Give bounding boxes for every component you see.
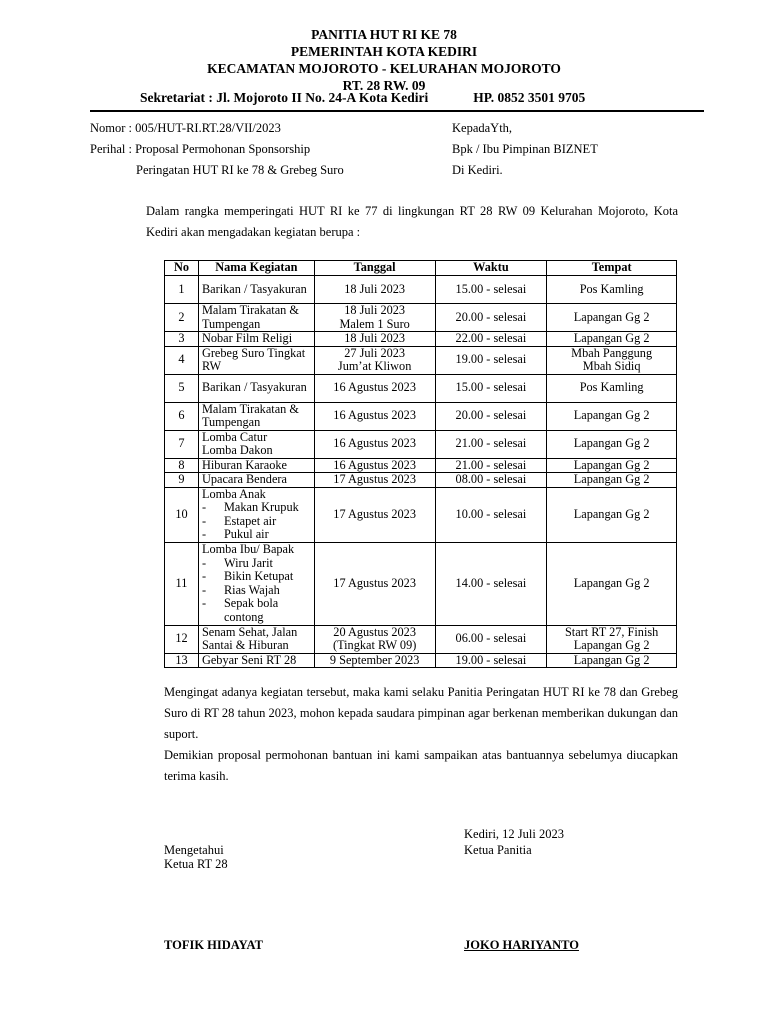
sub-activity-item: - Rias Wajah	[202, 584, 311, 598]
cell-place: Lapangan Gg 2	[547, 542, 677, 625]
cell-activity: Barikan / Tasyakuran	[198, 276, 314, 304]
column-header: No	[165, 261, 199, 276]
cell-date: 18 Juli 2023	[314, 332, 435, 347]
letter-number: Nomor : 005/HUT-RI.RT.28/VII/2023	[90, 121, 281, 135]
sub-activity-item: - Sepak bola contong	[202, 597, 311, 624]
cell-place-line-2: Mbah Sidiq	[582, 359, 641, 373]
table-row	[165, 430, 677, 458]
table-row	[165, 473, 677, 488]
cell-place: Pos Kamling	[547, 276, 677, 304]
cell-no: 8	[165, 458, 199, 473]
table-row	[165, 653, 677, 668]
signature-left-title: Ketua RT 28	[164, 857, 228, 871]
cell-date: 16 Agustus 2023	[314, 374, 435, 402]
cell-time: 15.00 - selesai	[435, 276, 547, 304]
cell-date-line-2: Jum’at Kliwon	[337, 359, 412, 373]
table-row	[165, 402, 677, 430]
sub-activity-item: - Wiru Jarit	[202, 557, 311, 571]
cell-no: 3	[165, 332, 199, 347]
table-row	[165, 276, 677, 304]
cell-date: 9 September 2023	[314, 653, 435, 668]
cell-time: 21.00 - selesai	[435, 430, 547, 458]
cell-activity: Malam Tirakatan & Tumpengan	[198, 402, 314, 430]
cell-activity: Hiburan Karaoke	[198, 458, 314, 473]
secretariat-phone: HP. 0852 3501 9705	[473, 90, 586, 105]
signature-right-title: Ketua Panitia	[464, 843, 532, 857]
sub-activity-list	[202, 501, 311, 542]
cell-no: 1	[165, 276, 199, 304]
letterhead-line-3: KECAMATAN MOJOROTO - KELURAHAN MOJOROTO	[207, 61, 561, 76]
cell-time: 20.00 - selesai	[435, 402, 547, 430]
cell-time: 14.00 - selesai	[435, 542, 547, 625]
cell-activity-title: Lomba Ibu/ Bapak	[201, 542, 295, 556]
cell-activity: Upacara Bendera	[198, 473, 314, 488]
table-row	[165, 374, 677, 402]
cell-date-line-1: 18 Juli 2023	[344, 303, 406, 317]
letterhead-line-1: PANITIA HUT RI KE 78	[311, 27, 457, 42]
cell-date: 17 Agustus 2023	[314, 487, 435, 542]
cell-date	[314, 304, 435, 332]
column-header: Tempat	[547, 261, 677, 276]
signature-left-name: TOFIK HIDAYAT	[164, 938, 263, 952]
cell-time: 19.00 - selesai	[435, 346, 547, 374]
cell-time: 20.00 - selesai	[435, 304, 547, 332]
cell-no: 2	[165, 304, 199, 332]
cell-date	[314, 346, 435, 374]
header-divider	[90, 110, 704, 112]
cell-activity	[198, 487, 314, 542]
secretariat-line	[140, 90, 585, 106]
cell-date: 16 Agustus 2023	[314, 430, 435, 458]
closing-paragraph-1: Mengingat adanya kegiatan tersebut, maka kami selaku Panitia Peringatan HUT RI ke 78 dan Grebeg Suro di RT 28 tahun 2023, mohon kepada saudara pimpinan agar berkenan memberikan dukungan dan suport.	[164, 685, 678, 741]
cell-no: 13	[165, 653, 199, 668]
table-row	[165, 625, 677, 653]
cell-place	[547, 625, 677, 653]
table-row	[165, 487, 677, 542]
cell-date: 16 Agustus 2023	[314, 402, 435, 430]
recipient-line-2: Bpk / Ibu Pimpinan BIZNET	[452, 142, 598, 156]
table-row	[165, 542, 677, 625]
table-row	[165, 304, 677, 332]
cell-activity-title: Lomba Anak	[201, 486, 266, 501]
cell-time: 22.00 - selesai	[435, 332, 547, 347]
signature-right-name: JOKO HARIYANTO	[464, 938, 579, 952]
cell-date-line-2: Malem 1 Suro	[339, 316, 410, 331]
cell-time: 15.00 - selesai	[435, 374, 547, 402]
cell-activity: Grebeg Suro Tingkat RW	[198, 346, 314, 374]
cell-place: Lapangan Gg 2	[547, 653, 677, 668]
secretariat-address: Sekretariat : Jl. Mojoroto II No. 24-A Kota Kediri	[140, 90, 429, 105]
closing-paragraph-2: Demikian proposal permohonan bantuan ini kami sampaikan atas bantuannya sebelumya diucapkan terima kasih.	[164, 748, 678, 783]
cell-time: 10.00 - selesai	[435, 487, 547, 542]
cell-activity	[198, 430, 314, 458]
cell-activity: Malam Tirakatan & Tumpengan	[198, 304, 314, 332]
cell-activity-line-2: Lomba Dakon	[201, 443, 273, 457]
cell-place: Lapangan Gg 2	[547, 458, 677, 473]
cell-place-line-1: Start RT 27, Finish	[564, 624, 659, 639]
sub-activity-item: - Bikin Ketupat	[202, 570, 311, 584]
cell-date: 17 Agustus 2023	[314, 542, 435, 625]
cell-time: 06.00 - selesai	[435, 625, 547, 653]
cell-date: 18 Juli 2023	[314, 276, 435, 304]
cell-place: Lapangan Gg 2	[547, 473, 677, 488]
recipient-line-3: Di Kediri.	[452, 163, 503, 177]
cell-place: Pos Kamling	[547, 374, 677, 402]
sub-activity-item: - Pukul air	[202, 528, 311, 542]
cell-date: 17 Agustus 2023	[314, 473, 435, 488]
cell-date: 16 Agustus 2023	[314, 458, 435, 473]
signature-left-label: Mengetahui	[164, 843, 224, 857]
cell-no: 9	[165, 473, 199, 488]
cell-activity: Gebyar Seni RT 28	[198, 653, 314, 668]
cell-activity	[198, 542, 314, 625]
cell-place-line-2: Lapangan Gg 2	[573, 638, 650, 652]
cell-no: 11	[165, 542, 199, 625]
signature-date: Kediri, 12 Juli 2023	[464, 827, 564, 841]
cell-place: Lapangan Gg 2	[547, 332, 677, 347]
sub-activity-item: - Makan Krupuk	[202, 501, 311, 515]
cell-activity: Nobar Film Religi	[198, 332, 314, 347]
column-header: Waktu	[435, 261, 547, 276]
cell-activity: Barikan / Tasyakuran	[198, 374, 314, 402]
cell-place-line-1: Mbah Panggung	[571, 345, 653, 360]
table-row	[165, 332, 677, 347]
intro-paragraph: Dalam rangka memperingati HUT RI ke 77 di lingkungan RT 28 RW 09 Kelurahan Mojoroto, Kota Kediri akan mengadakan kegiatan berupa :	[146, 204, 678, 239]
cell-no: 7	[165, 430, 199, 458]
cell-place: Lapangan Gg 2	[547, 304, 677, 332]
cell-date	[314, 625, 435, 653]
cell-no: 5	[165, 374, 199, 402]
cell-date-line-1: 27 Juli 2023	[344, 345, 406, 360]
letterhead-line-4: RT. 28 RW. 09	[342, 78, 426, 93]
cell-no: 6	[165, 402, 199, 430]
cell-no: 12	[165, 625, 199, 653]
cell-place: Lapangan Gg 2	[547, 402, 677, 430]
letterhead-line-2: PEMERINTAH KOTA KEDIRI	[290, 44, 478, 59]
cell-time: 08.00 - selesai	[435, 473, 547, 488]
cell-activity: Senam Sehat, Jalan Santai & Hiburan	[198, 625, 314, 653]
letter-subject: Perihal : Proposal Permohonan Sponsorship	[90, 142, 311, 156]
cell-date-line-2: (Tingkat RW 09)	[332, 638, 417, 652]
recipient-line-1: KepadaYth,	[452, 121, 513, 135]
cell-place	[547, 346, 677, 374]
cell-activity-line-1: Lomba Catur	[201, 429, 268, 444]
letter-subject-line-2: Peringatan HUT RI ke 78 & Grebeg Suro	[136, 163, 344, 177]
table-header-row	[165, 261, 677, 276]
table-row	[165, 346, 677, 374]
table-row	[165, 458, 677, 473]
column-header: Nama Kegiatan	[198, 261, 314, 276]
cell-date-line-1: 20 Agustus 2023	[333, 624, 416, 639]
cell-no: 4	[165, 346, 199, 374]
cell-time: 21.00 - selesai	[435, 458, 547, 473]
column-header: Tanggal	[314, 261, 435, 276]
cell-place: Lapangan Gg 2	[547, 430, 677, 458]
cell-time: 19.00 - selesai	[435, 653, 547, 668]
letterhead	[0, 26, 768, 94]
sub-activity-item: - Estapet air	[202, 515, 311, 529]
sub-activity-list	[202, 557, 311, 625]
activities-table	[164, 260, 677, 668]
cell-no: 10	[165, 487, 199, 542]
cell-place: Lapangan Gg 2	[547, 487, 677, 542]
